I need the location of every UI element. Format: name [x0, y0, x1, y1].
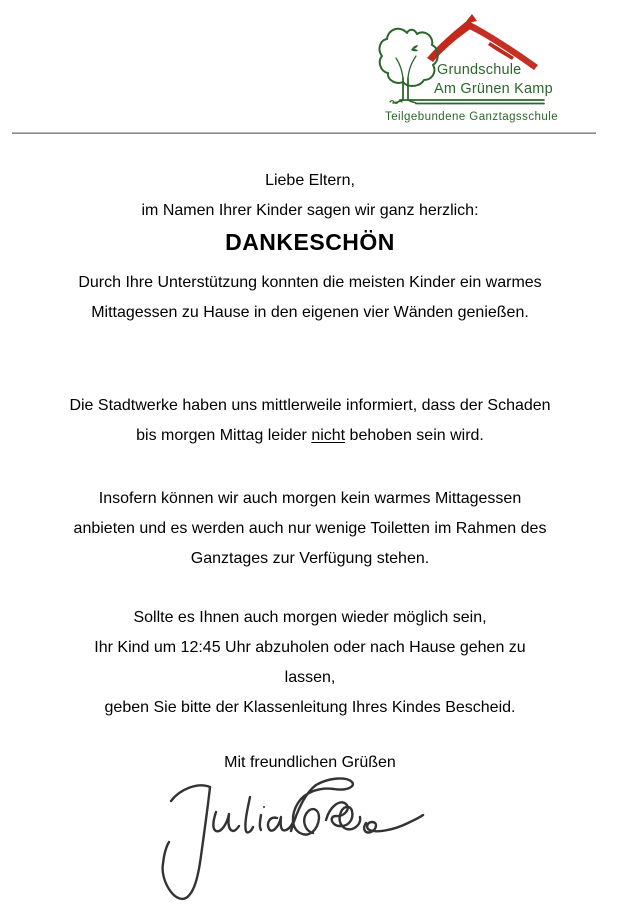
text-segment: behoben sein wird. — [345, 427, 484, 444]
salutation-line: Liebe Eltern, — [265, 172, 355, 189]
salutation-line: im Namen Ihrer Kinder sagen wir ganz herzlich: — [141, 202, 479, 219]
paragraph-line: Die Stadtwerke haben uns mittlerweile informiert, dass der Schaden — [69, 397, 551, 414]
salutation — [0, 166, 620, 226]
paragraph-line: geben Sie bitte der Klassenleitung Ihres Kindes Bescheid. — [104, 699, 516, 716]
handwritten-signature — [158, 774, 428, 908]
paragraph-line: Sollte es Ihnen auch morgen wieder möglich sein, — [133, 609, 487, 626]
paragraph-line: Durch Ihre Unterstützung konnten die meisten Kinder ein warmes — [78, 274, 542, 291]
closing-phrase: Mit freundlichen Grüßen — [224, 754, 396, 771]
school-tagline: Teilgebundene Ganztagsschule — [385, 111, 559, 123]
paragraph-line: Mittagessen zu Hause in den eigenen vier Wänden genießen. — [91, 304, 529, 321]
paragraph-line: lassen, — [284, 669, 336, 686]
paragraph-line — [0, 421, 620, 451]
paragraph-stadtwerke — [0, 391, 620, 451]
text-segment: bis morgen Mittag leider — [136, 427, 312, 444]
paragraph-line: Ganztages zur Verfügung stehen. — [190, 550, 430, 567]
signature-block — [158, 774, 428, 908]
paragraph-abholung — [0, 603, 620, 723]
headline: DANKESCHÖN — [225, 229, 395, 255]
paragraph-line: Ihr Kind um 12:45 Uhr abzuholen oder nach Hause gehen zu — [94, 639, 526, 656]
paragraph-line: anbieten und es werden auch nur wenige Toiletten im Rahmen des — [73, 520, 547, 537]
paragraph-thanks — [0, 268, 620, 328]
underlined-word: nicht — [311, 427, 346, 444]
paragraph-insofern — [0, 484, 620, 574]
school-name-line2: Am Grünen Kamp — [434, 81, 553, 97]
school-name-line1: Grundschule — [437, 62, 522, 78]
paragraph-line: Insofern können wir auch morgen kein warmes Mittagessen — [98, 490, 522, 507]
